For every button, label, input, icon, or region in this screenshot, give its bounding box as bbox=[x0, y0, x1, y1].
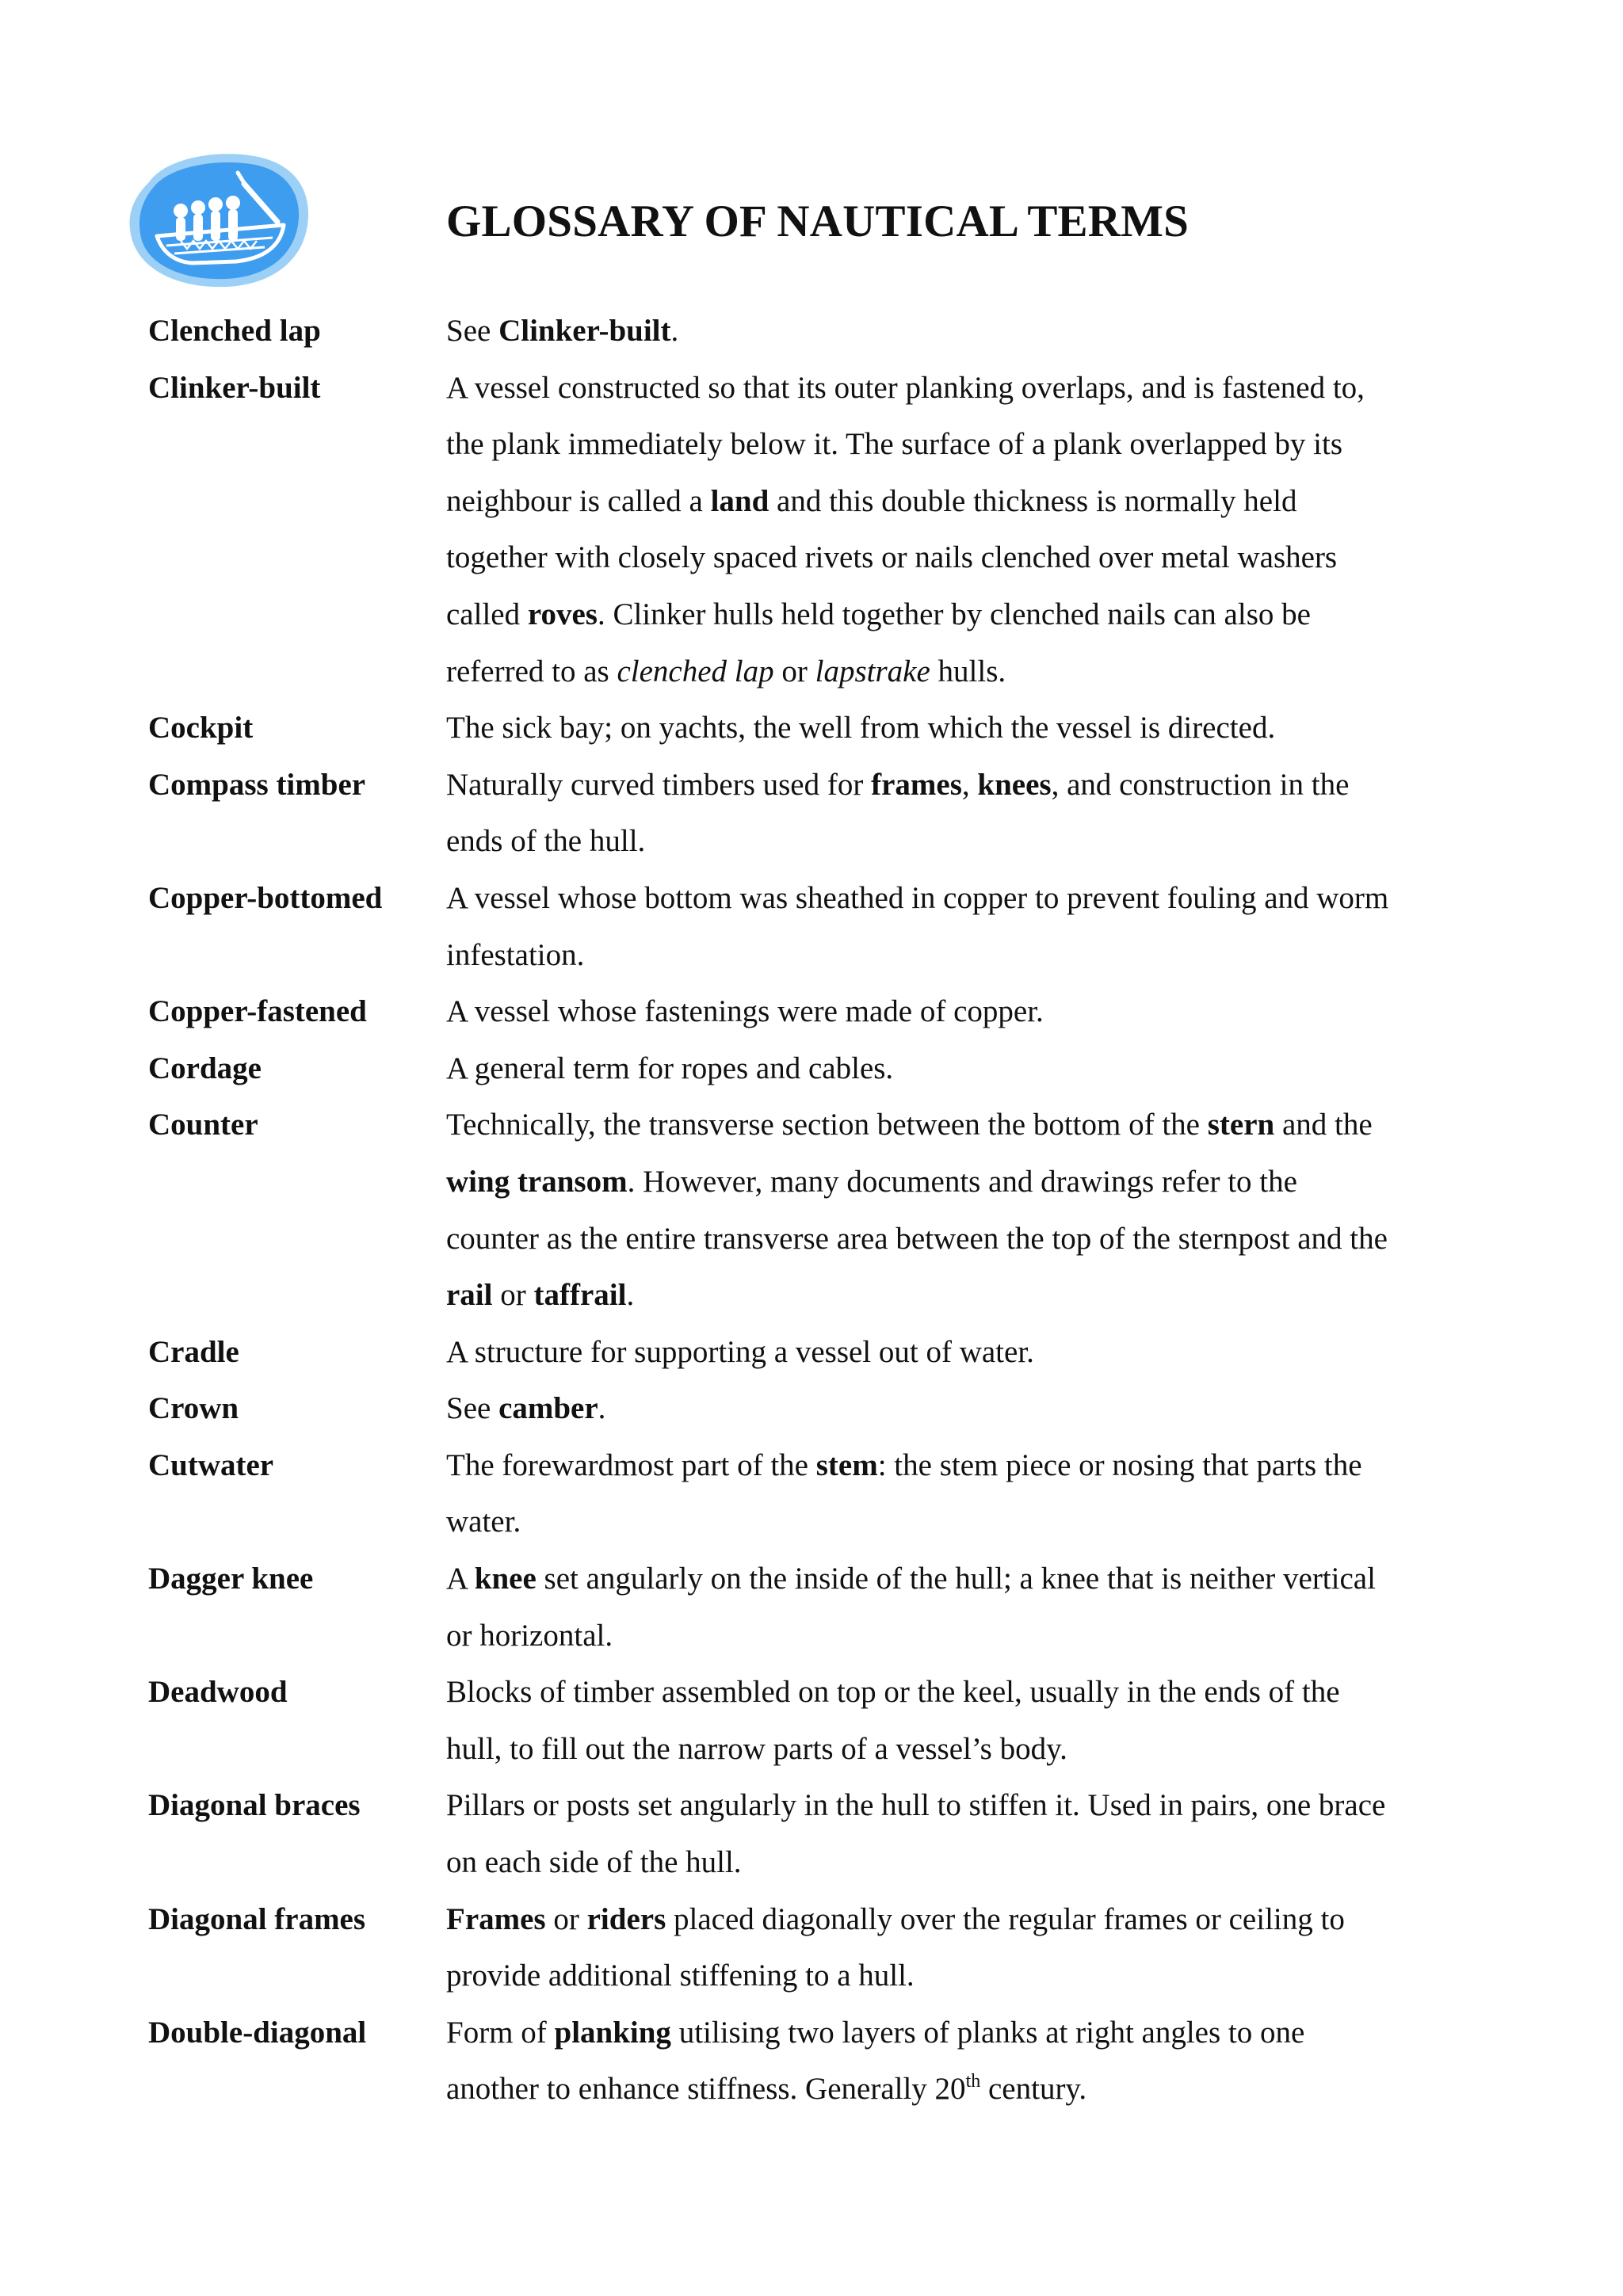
definition-text: , and construction in the ends of the hull. bbox=[446, 767, 1350, 859]
definition-bold-term: planking bbox=[554, 2015, 671, 2050]
glossary-entry bbox=[148, 1324, 1400, 1381]
definition-text: A vessel constructed so that its outer planking overlaps, and is fastened to, the plank immediately below it. The surface of a plank overlapped by its neighbour is called a bbox=[446, 370, 1365, 518]
definition-text: or bbox=[545, 1901, 587, 1936]
glossary-term: Counter bbox=[148, 1108, 258, 1142]
definition-bold-term: rail bbox=[446, 1278, 493, 1313]
definition-text: hulls. bbox=[930, 654, 1006, 688]
glossary-term: Dagger knee bbox=[148, 1562, 314, 1596]
definition-text: . bbox=[626, 1278, 635, 1313]
definition-bold-term: roves bbox=[527, 597, 598, 631]
definition-text: century. bbox=[980, 2072, 1087, 2107]
glossary-definition bbox=[446, 303, 1389, 360]
definition-text: . bbox=[598, 1391, 606, 1426]
definition-text: Naturally curved timbers used for bbox=[446, 767, 872, 802]
definition-text: or bbox=[773, 654, 815, 688]
glossary-definition bbox=[446, 1437, 1389, 1550]
glossary-entry bbox=[148, 1664, 1400, 1777]
glossary-entry bbox=[148, 1380, 1400, 1437]
definition-text: . However, many documents and drawings refer to the counter as the entire transverse area between the top of the sternpost and the bbox=[446, 1164, 1388, 1256]
definition-text: , bbox=[961, 767, 978, 802]
definition-text: Form of bbox=[446, 2015, 555, 2050]
definition-text: The forewardmost part of the bbox=[446, 1447, 816, 1482]
glossary-definition bbox=[446, 1777, 1389, 1890]
glossary-definition bbox=[446, 1664, 1389, 1777]
glossary-entry bbox=[148, 360, 1400, 700]
definition-text: See bbox=[446, 314, 499, 348]
glossary-term: Clinker-built bbox=[148, 370, 321, 405]
glossary-entry bbox=[148, 1777, 1400, 1890]
glossary-entry bbox=[148, 870, 1400, 983]
definition-text: Pillars or posts set angularly in the hull to stiffen it. Used in pairs, one brace on each side of the hull. bbox=[446, 1788, 1386, 1880]
page-title: GLOSSARY OF NAUTICAL TERMS bbox=[446, 196, 1190, 246]
glossary-term: Cradle bbox=[148, 1334, 239, 1369]
glossary-term: Deadwood bbox=[148, 1675, 288, 1710]
definition-bold-term: knee bbox=[474, 1562, 537, 1596]
definition-bold-term: camber bbox=[498, 1391, 598, 1426]
definition-bold-term: taffrail bbox=[533, 1278, 627, 1313]
glossary-term: Compass timber bbox=[148, 767, 366, 802]
definition-text: and this double thickness is normally held together with closely spaced rivets or nails clenched over metal washers called bbox=[446, 483, 1338, 631]
definition-text: or bbox=[492, 1278, 534, 1313]
glossary-definition bbox=[446, 700, 1389, 757]
definition-text: The sick bay; on yachts, the well from which the vessel is directed. bbox=[446, 711, 1276, 746]
glossary-definition bbox=[446, 983, 1389, 1040]
definition-text: A general term for ropes and cables. bbox=[446, 1051, 894, 1085]
glossary-entry bbox=[148, 2004, 1400, 2118]
definition-bold-term: riders bbox=[586, 1901, 666, 1936]
glossary-definition bbox=[446, 1097, 1389, 1323]
glossary-term: Cutwater bbox=[148, 1447, 274, 1482]
glossary-entry bbox=[148, 1550, 1400, 1664]
glossary-definition bbox=[446, 1040, 1389, 1097]
definition-text: Blocks of timber assembled on top or the keel, usually in the ends of the hull, to fill out the narrow parts of a vessel’s body. bbox=[446, 1675, 1340, 1766]
glossary-definition bbox=[446, 360, 1389, 700]
glossary-definition bbox=[446, 2004, 1389, 2118]
glossary-term: Crown bbox=[148, 1391, 239, 1426]
glossary-definition bbox=[446, 1324, 1389, 1381]
definition-bold-term: frames bbox=[871, 767, 962, 802]
definition-text: A structure for supporting a vessel out of water. bbox=[446, 1334, 1034, 1369]
definition-text: . bbox=[670, 314, 679, 348]
definition-bold-term: wing transom bbox=[446, 1164, 628, 1199]
glossary-term: Clenched lap bbox=[148, 314, 321, 348]
glossary-term: Copper-bottomed bbox=[148, 880, 383, 915]
glossary-definition bbox=[446, 1550, 1389, 1664]
definition-italic-term: lapstrake bbox=[815, 654, 930, 688]
definition-text: utilising two layers of planks at right angles to one another to enhance stiffness. Generally 20 bbox=[446, 2015, 1305, 2107]
definition-bold-term: stern bbox=[1207, 1108, 1275, 1142]
definition-text: A bbox=[446, 1562, 475, 1596]
glossary-definition bbox=[446, 757, 1389, 870]
definition-text: set angularly on the inside of the hull; a knee that is neither vertical or horizontal. bbox=[446, 1562, 1376, 1653]
definition-bold-term: stem bbox=[815, 1447, 878, 1482]
definition-bold-term: land bbox=[710, 483, 769, 518]
glossary-term: Diagonal braces bbox=[148, 1788, 361, 1823]
glossary-entry bbox=[148, 1040, 1400, 1097]
glossary-entry bbox=[148, 1437, 1400, 1550]
glossary-definition bbox=[446, 870, 1389, 983]
definition-text: th bbox=[965, 2071, 981, 2092]
definition-italic-term: clenched lap bbox=[617, 654, 774, 688]
glossary-entry bbox=[148, 1891, 1400, 2004]
glossary-term: Copper-fastened bbox=[148, 994, 367, 1029]
glossary-definition bbox=[446, 1891, 1389, 2004]
glossary-entry bbox=[148, 757, 1400, 870]
glossary-entry bbox=[148, 983, 1400, 1040]
definition-text: Technically, the transverse section between the bottom of the bbox=[446, 1108, 1208, 1142]
glossary-term: Cockpit bbox=[148, 711, 254, 746]
definition-text: See bbox=[446, 1391, 499, 1426]
glossary-term: Diagonal frames bbox=[148, 1901, 366, 1936]
glossary-entry bbox=[148, 1097, 1400, 1323]
glossary-entry bbox=[148, 700, 1400, 757]
glossary-definition bbox=[446, 1380, 1389, 1437]
definition-text: A vessel whose fastenings were made of copper. bbox=[446, 994, 1044, 1029]
definition-bold-term: Frames bbox=[446, 1901, 546, 1936]
glossary-list bbox=[148, 303, 1400, 2118]
definition-text: placed diagonally over the regular frames or ceiling to provide additional stiffening to a hull. bbox=[446, 1901, 1345, 1993]
definition-bold-term: knees bbox=[977, 767, 1052, 802]
definition-text: A vessel whose bottom was sheathed in copper to prevent fouling and worm infestation. bbox=[446, 880, 1389, 972]
glossary-term: Double-diagonal bbox=[148, 2015, 367, 2050]
boat-crew-logo-icon bbox=[125, 149, 312, 288]
glossary-term: Cordage bbox=[148, 1051, 262, 1085]
definition-text: . Clinker hulls held together by clenched nails can also be referred to as bbox=[446, 597, 1311, 688]
definition-text: : the stem piece or nosing that parts the water. bbox=[446, 1447, 1362, 1539]
definition-text: and the bbox=[1274, 1108, 1373, 1142]
glossary-entry bbox=[148, 303, 1400, 360]
definition-bold-term: Clinker-built bbox=[498, 314, 671, 348]
